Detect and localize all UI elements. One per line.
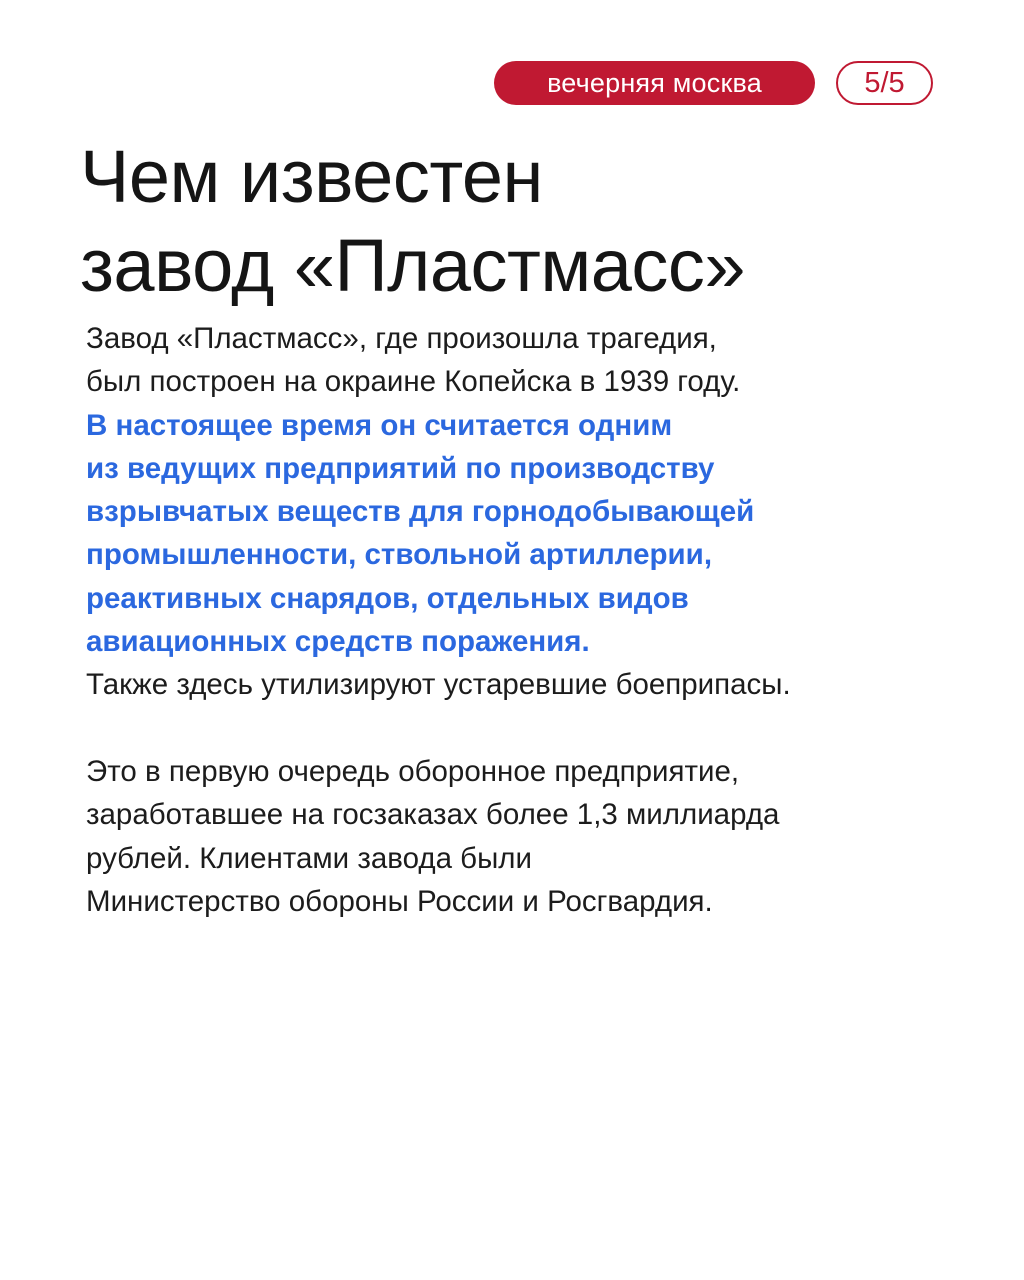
paragraph-gap <box>86 707 966 750</box>
highlight-line: из ведущих предприятий по производству <box>86 451 715 485</box>
intro-line: был построен на окраине Копейска в 1939 году. <box>86 365 741 399</box>
highlight-line: реактивных снарядов, отдельных видов <box>86 581 689 615</box>
highlight-line: авиационных средств поражения. <box>86 625 590 659</box>
page-title <box>80 132 980 310</box>
paragraph2-line: рублей. Клиентами завода были <box>86 841 532 875</box>
paragraph2-line: заработавшее на госзаказах более 1,3 миллиарда <box>86 798 780 832</box>
after-highlight-line: Также здесь утилизируют устаревшие боеприпасы. <box>86 668 791 702</box>
title-line: Чем известен <box>80 135 543 218</box>
title-line: завод «Пластмасс» <box>80 224 746 307</box>
paragraph2-line: Это в первую очередь оборонное предприятие, <box>86 754 740 788</box>
page-indicator: 5/5 <box>836 61 933 105</box>
highlight-line: В настоящее время он считается одним <box>86 408 673 442</box>
highlight-line: взрывчатых веществ для горнодобывающей <box>86 495 755 529</box>
highlight-line: промышленности, ствольной артиллерии, <box>86 538 713 572</box>
brand-badge: вечерняя москва <box>494 61 815 105</box>
article-body <box>86 317 966 923</box>
intro-line: Завод «Пластмасс», где произошла трагедия, <box>86 322 717 355</box>
paragraph2-line: Министерство обороны России и Росгвардия. <box>86 884 713 918</box>
